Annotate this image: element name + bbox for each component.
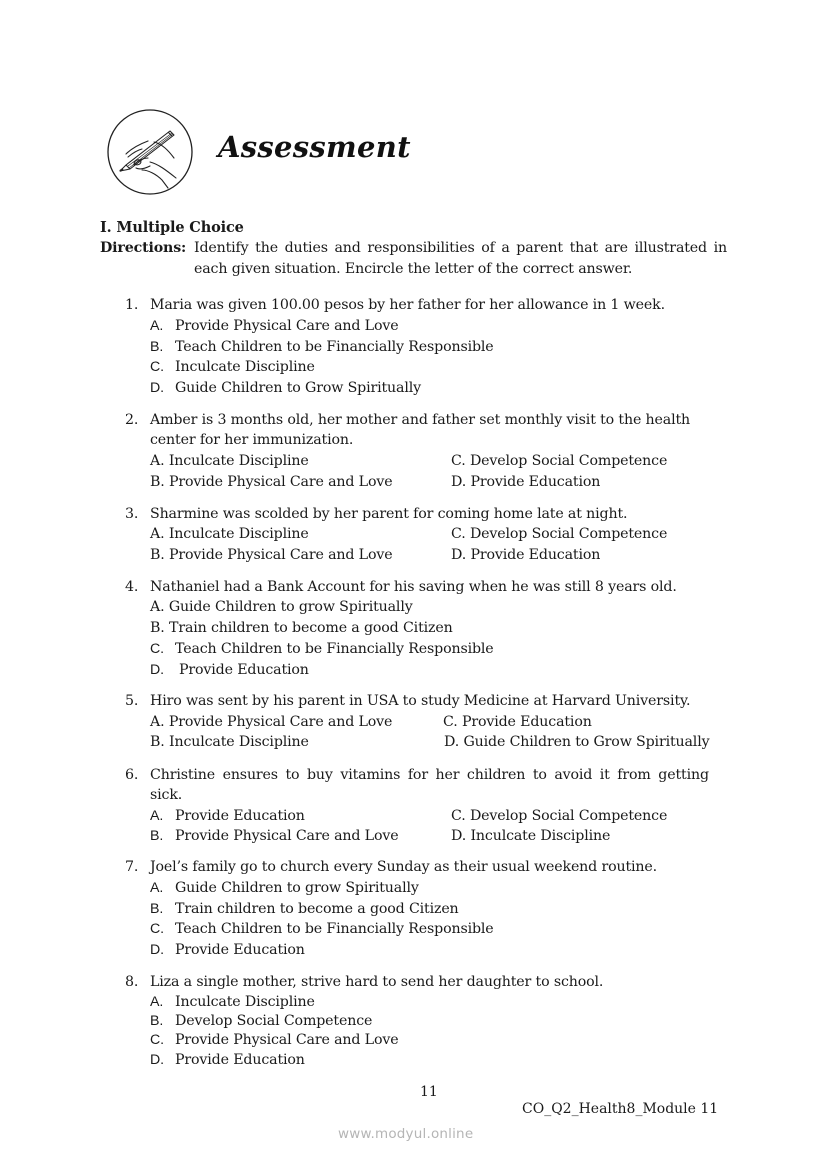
option-letter[interactable]: D. [150,1052,164,1068]
question-number: 7. [125,859,139,875]
option-c[interactable] [150,357,315,378]
option-d[interactable] [150,940,305,961]
option-text: Provide Physical Care and Love [175,318,399,334]
option-letter[interactable]: D. [444,734,460,750]
option-letter[interactable]: C. [150,359,164,375]
question-stem: Maria was given 100.00 pesos by her father for her allowance in 1 week. [150,297,665,313]
option-letter[interactable]: A. [150,453,165,469]
option-text: Inculcate Discipline [168,453,309,469]
option-b[interactable] [150,545,392,566]
option-letter[interactable]: B. [150,828,164,844]
option-text: Guide Children to Grow Spiritually [463,734,710,750]
option-text: Inculcate Discipline [470,828,611,844]
option-text: Teach Children to be Financially Responsible [175,339,494,355]
option-text: Provide Education [175,1052,305,1068]
option-a[interactable] [150,524,309,545]
option-letter[interactable]: B. [150,901,164,917]
question-stem-continued: sick. [150,787,183,803]
option-c[interactable] [150,639,494,660]
option-letter[interactable]: D. [451,474,467,490]
question-number: 8. [125,974,139,990]
option-text: Guide Children to Grow Spiritually [175,380,421,396]
question-number: 4. [125,579,139,595]
option-text: Provide Physical Care and Love [169,474,393,490]
option-text: Train children to become a good Citizen [169,620,453,636]
option-a[interactable] [150,597,413,618]
question-stem: Joel’s family go to church every Sunday as their usual weekend routine. [150,859,658,875]
section-title: I. Multiple Choice [100,219,244,236]
option-text: Train children to become a good Citizen [175,901,459,917]
option-c[interactable] [150,1030,398,1051]
question-number: 2. [125,412,139,428]
option-letter[interactable]: B. [150,339,164,355]
option-text: Develop Social Competence [469,453,668,469]
option-text: Guide Children to grow Spiritually [168,599,413,615]
page-number: 11 [420,1084,438,1100]
option-letter[interactable]: A. [150,994,164,1010]
watermark: www.modyul.online [338,1126,474,1142]
option-letter[interactable]: D. [150,942,164,958]
question-stem-continued: center for her immunization. [150,432,354,448]
option-letter[interactable]: B. [150,547,165,563]
option-letter[interactable]: C. [451,453,466,469]
question-stem: Liza a single mother, strive hard to send her daughter to school. [150,974,604,990]
option-text: Teach Children to be Financially Responsible [175,641,494,657]
option-letter[interactable]: D. [451,828,467,844]
option-text: Provide Education [470,547,601,563]
option-d[interactable] [444,732,709,753]
option-text: Provide Physical Care and Love [175,828,399,844]
option-c[interactable] [150,919,494,940]
option-letter[interactable]: C. [451,808,466,824]
option-d[interactable] [451,545,600,566]
option-letter[interactable]: B. [150,474,165,490]
option-letter[interactable]: C. [443,714,458,730]
option-d[interactable] [150,378,421,399]
option-a[interactable] [150,806,305,827]
directions-label: Directions: [100,240,187,256]
option-d[interactable] [150,1050,305,1071]
option-b[interactable] [150,618,453,639]
directions-text: Identify the duties and responsibilities of a parent that are illustrated in each given situation. Encircle the letter of the correct answer. [194,240,727,277]
option-c[interactable] [443,712,592,733]
option-letter[interactable]: A. [150,714,165,730]
option-letter[interactable]: C. [150,921,164,937]
option-letter[interactable]: D. [150,662,164,678]
question-stem: Hiro was sent by his parent in USA to study Medicine at Harvard University. [150,693,691,709]
pencil-writing-hand-icon [106,108,194,196]
option-text: Teach Children to be Financially Responsible [175,921,494,937]
option-letter[interactable]: A. [150,318,164,334]
option-letter[interactable]: B. [150,1013,164,1029]
option-letter[interactable]: B. [150,734,165,750]
option-text: Provide Physical Care and Love [169,547,393,563]
question-number: 3. [125,506,139,522]
option-text: Provide Education [461,714,592,730]
question-stem: Sharmine was scolded by her parent for coming home late at night. [150,506,628,522]
option-text: Provide Education [179,662,309,678]
option-letter[interactable]: A. [150,599,165,615]
question-stem: Nathaniel had a Bank Account for his saving when he was still 8 years old. [150,579,677,595]
option-letter[interactable]: A. [150,808,164,824]
module-code: CO_Q2_Health8_Module 11 [522,1101,719,1117]
option-text: Develop Social Competence [175,1013,373,1029]
option-b[interactable] [150,472,392,493]
option-letter[interactable]: C. [150,1032,164,1048]
option-text: Develop Social Competence [469,808,668,824]
option-d[interactable] [451,472,600,493]
option-text: Provide Physical Care and Love [175,1032,399,1048]
option-text: Inculcate Discipline [169,734,309,750]
option-letter[interactable]: B. [150,620,165,636]
option-letter[interactable]: A. [150,526,165,542]
option-a[interactable] [150,992,315,1013]
option-text: Inculcate Discipline [168,526,309,542]
option-letter[interactable]: D. [451,547,467,563]
option-c[interactable] [451,806,667,827]
option-b[interactable] [150,732,309,753]
question-number: 5. [125,693,139,709]
option-text: Provide Education [470,474,601,490]
option-text: Provide Education [175,808,305,824]
option-letter[interactable]: A. [150,880,164,896]
option-letter[interactable]: D. [150,380,164,396]
option-b[interactable] [150,337,494,358]
question-number: 1. [125,297,139,313]
option-text: Provide Physical Care and Love [168,714,393,730]
option-text: Inculcate Discipline [175,359,315,375]
page-title: Assessment [218,130,411,164]
question-number: 6. [125,767,139,783]
option-d[interactable] [150,660,309,681]
option-text: Guide Children to grow Spiritually [175,880,419,896]
option-c[interactable] [451,451,667,472]
option-a[interactable] [150,316,398,337]
option-a[interactable] [150,712,392,733]
option-c[interactable] [451,524,667,545]
option-a[interactable] [150,451,309,472]
question-stem: Christine ensures to buy vitamins for her children to avoid it from getting [150,767,709,783]
option-letter[interactable]: C. [451,526,466,542]
option-letter[interactable]: C. [150,641,164,657]
option-text: Inculcate Discipline [175,994,315,1010]
option-a[interactable] [150,878,419,899]
option-text: Develop Social Competence [469,526,668,542]
option-b[interactable] [150,899,459,920]
option-b[interactable] [150,826,398,847]
option-text: Provide Education [175,942,305,958]
option-d[interactable] [451,826,610,847]
option-b[interactable] [150,1011,372,1032]
question-stem: Amber is 3 months old, her mother and father set monthly visit to the health [150,412,691,428]
